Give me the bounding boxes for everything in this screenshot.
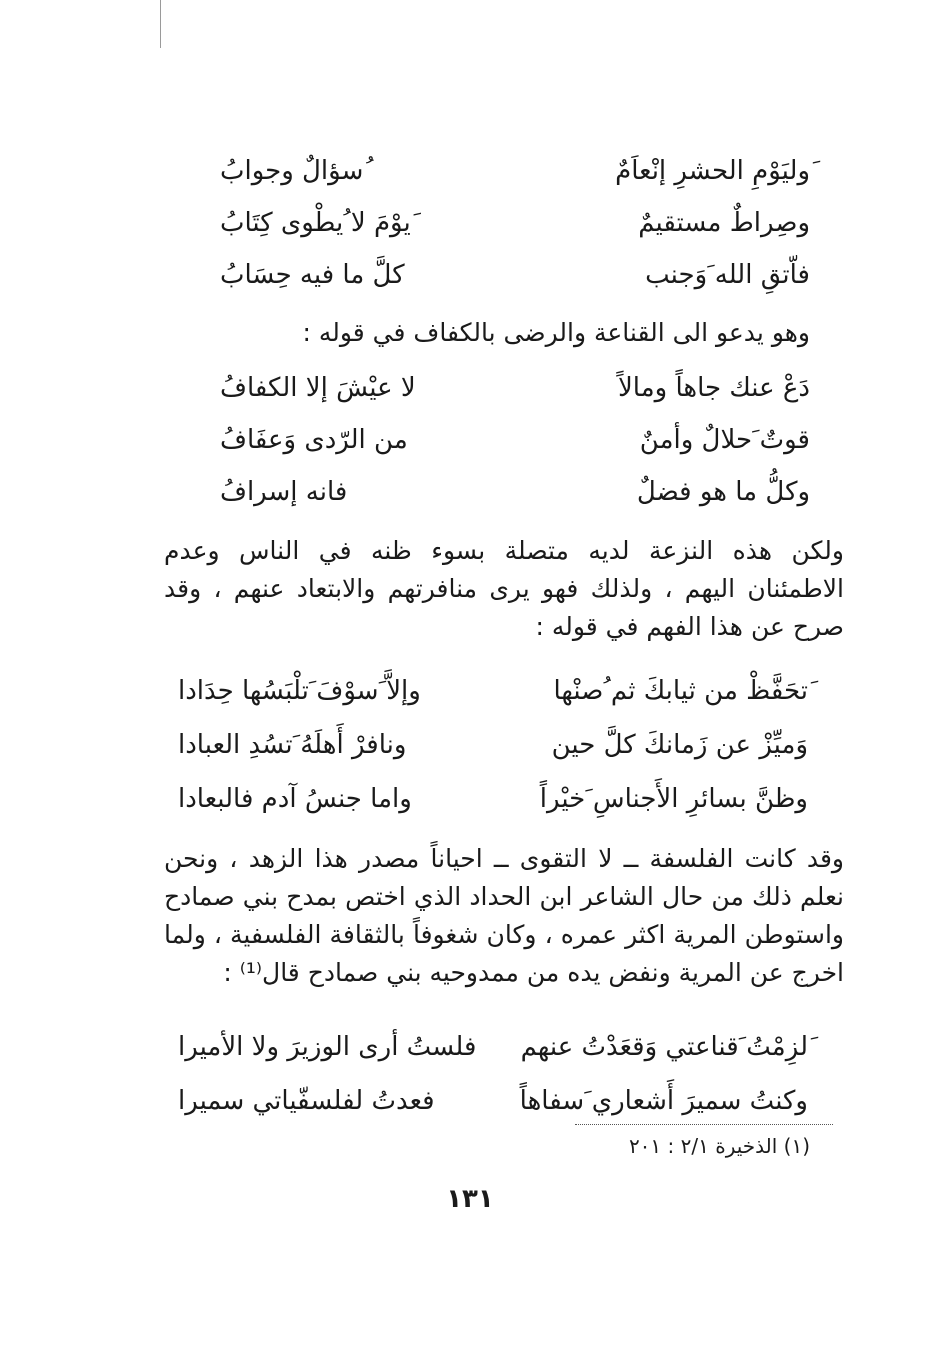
scan-margin-mark (160, 0, 161, 48)
verse-second-hemistich: من الرّدى وَعفَافُ (220, 425, 408, 455)
verse-line (178, 772, 808, 826)
verse-line (178, 1020, 808, 1074)
verse-second-hemistich: فعدتُ لفلسفّياتي سميرا (178, 1086, 435, 1116)
paragraph-1: ولكن هذه النزعة لديه متصلة بسوء ظنه في الناس وعدم الاطمئنان اليهم ، ولذلك فهو يرى منافرتهم والابتعاد عنهم ، وقد صرح عن هذا الفهم في قوله : (164, 536, 844, 641)
verse-first-hemistich: دَعْ عنك جاهاً ومالاً (617, 373, 810, 403)
verse-first-hemistich: قوتٌ َحلالٌ وأمنٌ (639, 425, 810, 455)
poem-3 (178, 664, 808, 826)
verse-second-hemistich: فلستُ أرى الوزيرَ ولا الأميرا (178, 1032, 477, 1062)
verse-second-hemistich: لا عيْشَ إلا الكفافُ (220, 373, 416, 403)
paragraph-2: وقد كانت الفلسفة ــ لا التقوى ــ احياناً مصدر هذا الزهد ، ونحن نعلم ذلك من حال الشاعر ابن الحداد الذي اختص بمدح بني صمادح واستوطن المرية اكثر عمره ، وكان شغوفاً بالثقافة الفلسفية ، ولما اخرج عن المرية ونفض يده من ممدوحيه بني صمادح قال⁽¹⁾ : (164, 844, 844, 987)
verse-first-hemistich: وَميِّزْ عن زَمانكَ كلَّ حين (551, 730, 808, 760)
verse-line (178, 1074, 808, 1128)
verse-second-hemistich: َيوْمَ لا ُيطْوى كِتَابُ (220, 208, 411, 238)
verse-second-hemistich: وإلاَّ َسوْفَ َتلْبَسُها حِدَادا (178, 676, 421, 706)
verse-second-hemistich: واما جنسُ آدم فالبعادا (178, 784, 412, 814)
poem-1 (220, 145, 810, 301)
verse-line (178, 664, 808, 718)
verse-first-hemistich: وظنَّ بسائرِ الأَجناسِ َخيْراً (539, 784, 808, 814)
intro-line: وهو يدعو الى القناعة والرضى بالكفاف في قوله : (302, 318, 810, 347)
verse-second-hemistich: ُسؤالٌ وجوابُ (220, 156, 364, 186)
verse-first-hemistich: َلزِمْتُ َقناعتي وَقعَدْتُ عنهم (520, 1032, 808, 1062)
verse-first-hemistich: وكنتُ سميرَ أَشعاري َسفاهاً (519, 1086, 808, 1116)
verse-line (220, 197, 810, 249)
verse-line (220, 145, 810, 197)
verse-first-hemistich: َوليَوْمِ الحشرِ إنْعاَمٌ (615, 156, 810, 186)
verse-first-hemistich: َتحَفَّظْ من ثيابكَ ثم ُصنْها (553, 676, 808, 706)
poem-2 (220, 362, 810, 518)
verse-first-hemistich: فاّتقِ الله َوَجنب (645, 260, 810, 290)
verse-line (220, 414, 810, 466)
verse-line (220, 362, 810, 414)
footnote-divider (575, 1124, 833, 1125)
footnote: (١) الذخيرة ٢/١ : ٢٠١ (628, 1134, 810, 1158)
verse-line (178, 718, 808, 772)
verse-second-hemistich: كلَّ ما فيه حِسَابُ (220, 260, 405, 290)
verse-line (220, 466, 810, 518)
poem-4 (178, 1020, 808, 1128)
verse-first-hemistich: وكلُّ ما هو فضلٌ (636, 477, 810, 507)
page-number: ١٣١ (446, 1184, 494, 1214)
verse-second-hemistich: فانه إسرافُ (220, 477, 348, 507)
verse-second-hemistich: ونافرْ أَهلَهُ َتسُدِ العبادا (178, 730, 407, 760)
verse-first-hemistich: وصِراطٌ مستقيمٌ (638, 208, 810, 238)
verse-line (220, 249, 810, 301)
